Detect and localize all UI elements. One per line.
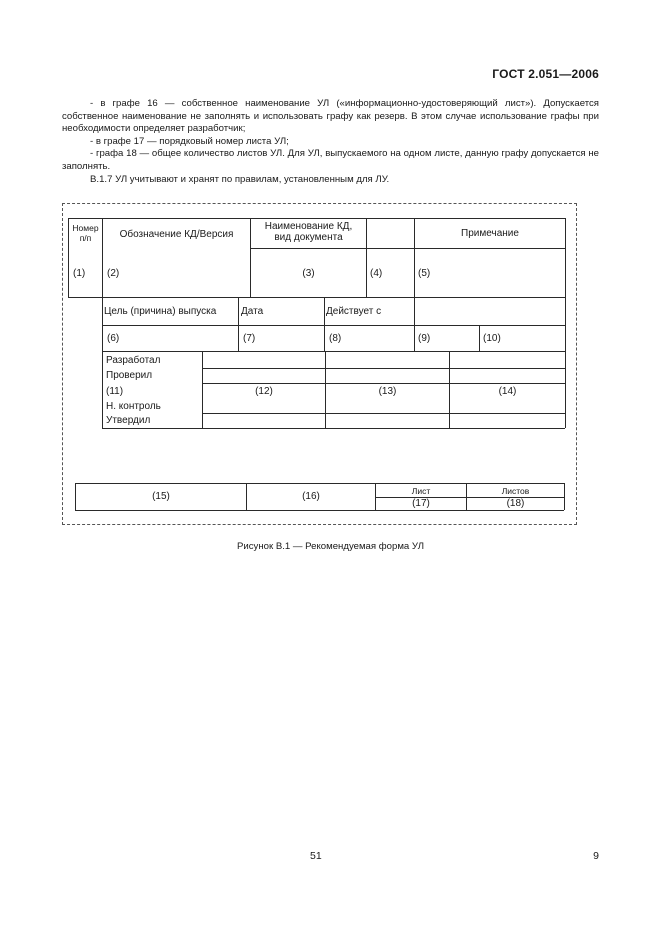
field-14: (14): [498, 386, 517, 397]
field-2: (2): [107, 268, 120, 279]
field-12: (12): [255, 386, 273, 397]
paragraph-graph-18: - графа 18 — общее количество листов УЛ. Для УЛ, выпускаемого на одном листе, данную графу допускается не заполнять.: [62, 148, 599, 172]
header-note: Примечание: [461, 228, 519, 239]
field-11: (11): [106, 386, 124, 397]
field-18: (18): [506, 498, 525, 509]
row-n-control: Н. контроль: [106, 401, 161, 412]
field-16: (16): [302, 491, 320, 502]
field-6: (6): [107, 333, 120, 344]
field-17: (17): [412, 498, 430, 509]
field-8: (8): [329, 333, 342, 344]
page-number: 51: [310, 850, 322, 862]
field-3: (3): [302, 268, 315, 279]
field-9: (9): [418, 333, 431, 344]
row-approved: Утвердил: [106, 415, 151, 426]
field-10: (10): [483, 333, 501, 344]
header-sheet: Лист: [411, 486, 431, 496]
paragraph-b17: В.1.7 УЛ учитывают и хранят по правилам, установленным для ЛУ.: [90, 173, 390, 185]
field-7: (7): [243, 333, 256, 344]
header-sheets: Листов: [501, 486, 530, 496]
sheet-number: 9: [593, 850, 599, 862]
row-checked: Проверил: [106, 370, 153, 381]
header-document-name: Наименование КД, вид документа: [264, 221, 353, 243]
body-text: [62, 98, 599, 186]
standard-number: ГОСТ 2.051—2006: [492, 67, 599, 81]
paragraph-graph-16: - в графе 16 — собственное наименование УЛ («информационно-удостоверяющий лист»). Допускается собственное наименование не заполнять и использовать графу как резерв. В этом случае использование графы при необходимости определяет разработчик;: [62, 98, 599, 135]
header-number: Номер п/п: [72, 223, 99, 243]
paragraph-graph-17: - в графе 17 — порядковый номер листа УЛ;: [90, 135, 289, 147]
field-4: (4): [370, 268, 383, 279]
header-date: Дата: [241, 306, 264, 317]
header-purpose: Цель (причина) выпуска: [104, 306, 217, 317]
field-13: (13): [378, 386, 397, 397]
field-15: (15): [152, 491, 170, 502]
row-developed: Разработал: [106, 355, 161, 366]
header-designation: Обозначение КД/Версия: [119, 229, 234, 240]
header-valid-from: Действует с: [326, 306, 382, 317]
field-1: (1): [73, 268, 86, 279]
field-5: (5): [418, 268, 431, 279]
figure-caption: Рисунок В.1 — Рекомендуемая форма УЛ: [236, 541, 424, 552]
